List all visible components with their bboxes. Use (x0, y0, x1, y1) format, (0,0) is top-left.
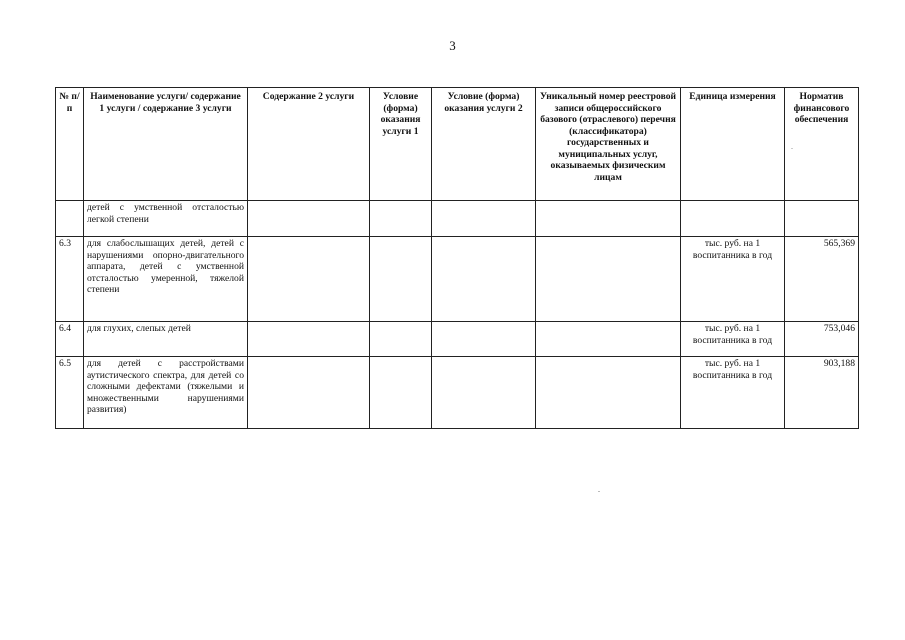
page-number: 3 (449, 38, 456, 53)
row-content-2 (248, 322, 370, 357)
row-condition-1 (370, 201, 432, 237)
table-row (56, 322, 859, 357)
row-content-2 (248, 357, 370, 429)
row-service-name: для слабослышащих детей, детей с нарушениями опорно-двигательного аппарата, детей с умственной отсталостью умеренной, тяжелой степени (84, 237, 248, 322)
row-condition-1 (370, 322, 432, 357)
row-service-name: для глухих, слепых детей (84, 322, 248, 357)
row-num: 6.3 (56, 237, 84, 322)
row-unit: тыс. руб. на 1 воспитанника в год (681, 237, 785, 322)
header-content-2: Содержание 2 услуги (248, 88, 370, 201)
row-unit (681, 201, 785, 237)
header-registry-number: Уникальный номер реестровой записи общероссийского базового (отраслевого) перечня (классификатора) государственных и муниципальных услуг, оказываемых физическим лицам (536, 88, 681, 201)
row-norm-value: 903,188 (785, 357, 859, 429)
row-condition-1 (370, 237, 432, 322)
row-service-name: детей с умственной отсталостью легкой степени (84, 201, 248, 237)
table-header-row (56, 88, 859, 201)
row-norm-value: 753,046 (785, 322, 859, 357)
row-registry-number (536, 201, 681, 237)
row-condition-2 (432, 322, 536, 357)
row-unit: тыс. руб. на 1 воспитанника в год (681, 322, 785, 357)
row-content-2 (248, 201, 370, 237)
row-registry-number (536, 322, 681, 357)
row-condition-2 (432, 201, 536, 237)
table-row (56, 357, 859, 429)
row-norm-value: 565,369 (785, 237, 859, 322)
row-registry-number (536, 357, 681, 429)
header-condition-2: Условие (форма) оказания услуги 2 (432, 88, 536, 201)
row-content-2 (248, 237, 370, 322)
row-condition-2 (432, 237, 536, 322)
row-num (56, 201, 84, 237)
row-service-name: для детей с расстройствами аутистического спектра, для детей со сложными дефектами (тяжелыми и множественными нарушениями развития) (84, 357, 248, 429)
scan-speck (791, 148, 793, 149)
financial-norms-table (55, 87, 859, 429)
header-num: № п/п (56, 88, 84, 201)
header-financial-norm: Норматив финансового обеспечения (785, 88, 859, 201)
row-condition-1 (370, 357, 432, 429)
header-service-name: Наименование услуги/ содержание 1 услуги / содержание 3 услуги (84, 88, 248, 201)
header-unit: Единица измерения (681, 88, 785, 201)
header-condition-1: Условие (форма) оказания услуги 1 (370, 88, 432, 201)
table-row (56, 237, 859, 322)
scan-speck (598, 491, 600, 492)
row-num: 6.5 (56, 357, 84, 429)
table-row (56, 201, 859, 237)
row-norm-value (785, 201, 859, 237)
row-unit: тыс. руб. на 1 воспитанника в год (681, 357, 785, 429)
row-num: 6.4 (56, 322, 84, 357)
row-condition-2 (432, 357, 536, 429)
row-registry-number (536, 237, 681, 322)
